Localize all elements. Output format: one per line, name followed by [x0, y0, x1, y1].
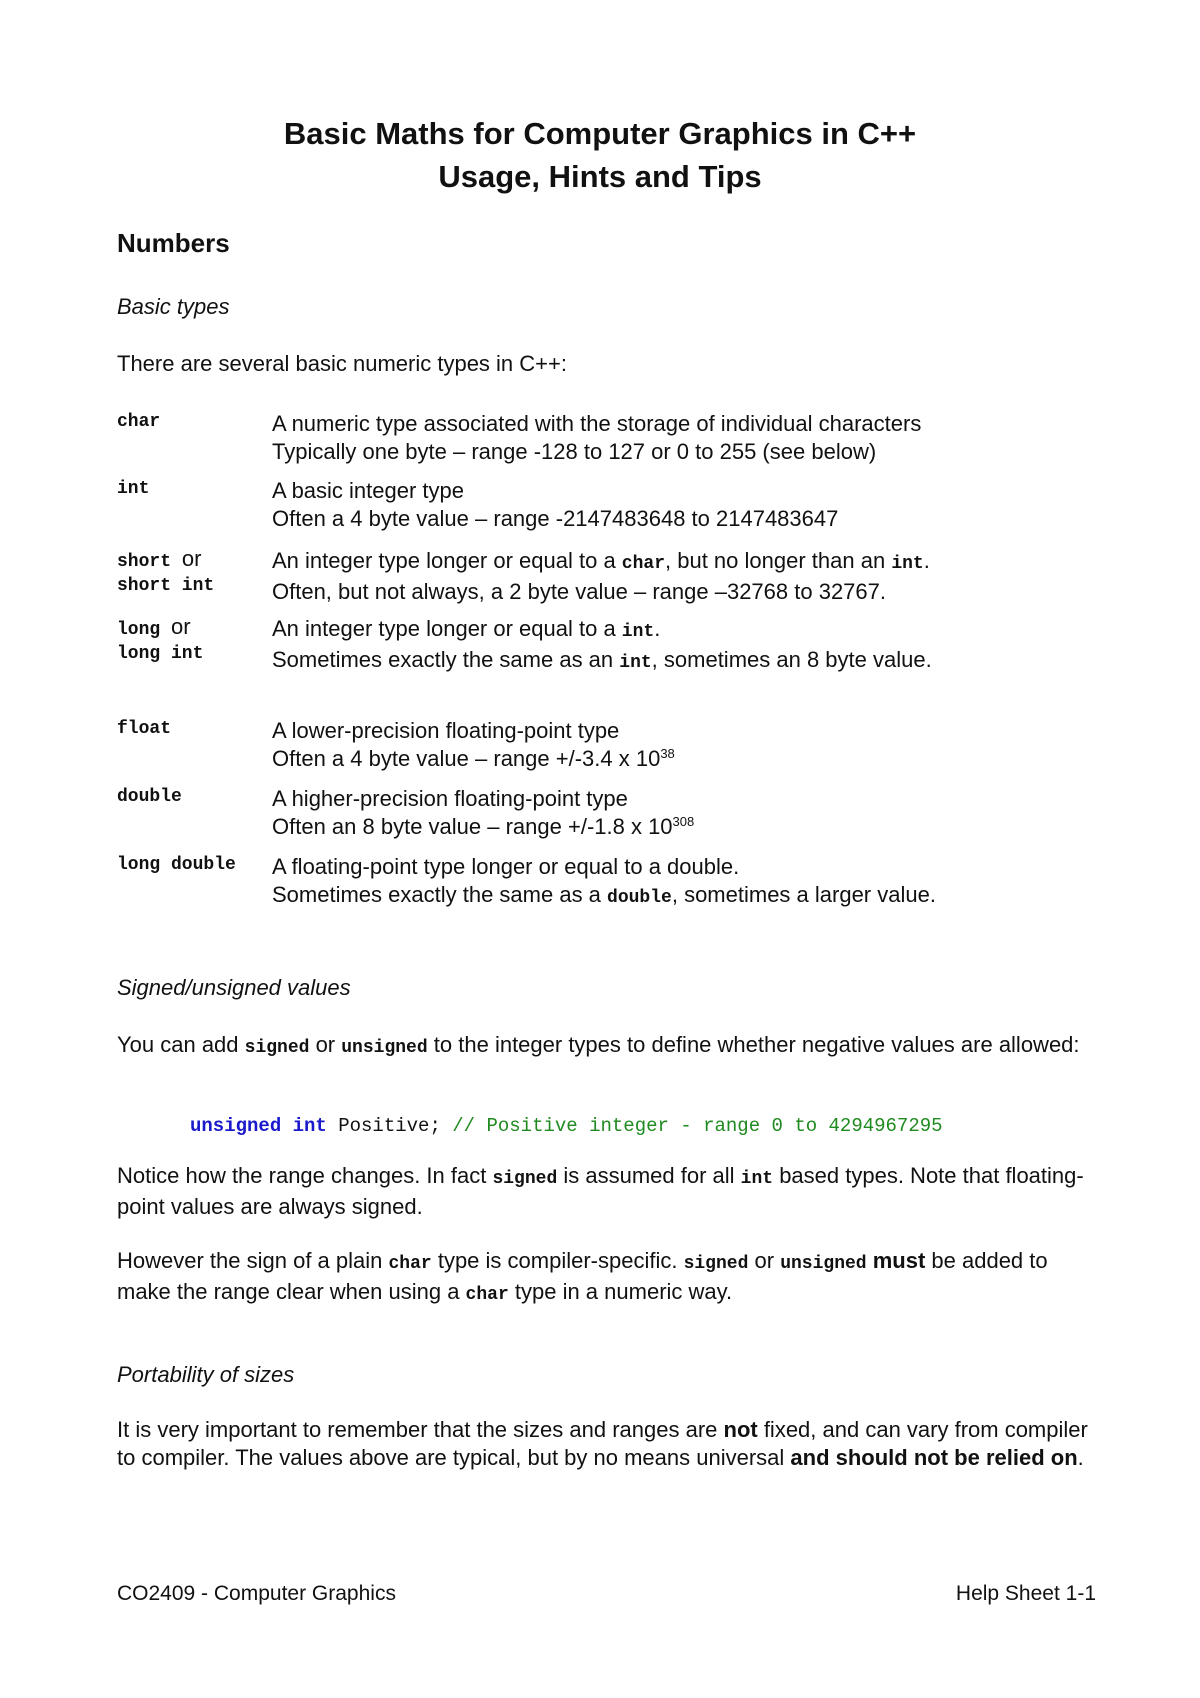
type-def-float-line2: Often a 4 byte value – range +/-3.4 x $10^{38}$ [272, 746, 675, 771]
document-title: Basic Maths for Computer Graphics in C++ [283, 116, 917, 151]
or-word: or [171, 614, 191, 639]
or-word: or [181, 546, 202, 571]
code-identifier: Positive; [326, 1115, 441, 1137]
subheading-signed-unsigned: Signed/unsigned values [117, 975, 351, 1000]
term-long: long [117, 620, 161, 640]
type-def-char-line2: Typically one byte – range -128 to 127 or 0 to 255 (see below) [272, 439, 877, 464]
type-term-short [117, 547, 267, 598]
signed-unsigned-para-3: However the sign of a plain char type is compiler-specific. signed or unsigned must be added to make the range clear when using a char type in a numeric way. [117, 1248, 1048, 1305]
type-term-double: double [117, 787, 182, 807]
term-long-int: long int [117, 644, 204, 664]
type-def-short-line1: An integer type longer or equal to a char, but no longer than an int. [272, 548, 930, 574]
type-def-double [272, 785, 1102, 841]
portability-para: It is very important to remember that the sizes and ranges are not fixed, and can vary from compiler to compiler. The values above are typical, but by no means universal and should not be relied on. [117, 1417, 1088, 1470]
type-def-long-double-line2: Sometimes exactly the same as a double, sometimes a larger value. [272, 882, 936, 908]
type-def-long-line1: An integer type longer or equal to a int. [272, 616, 661, 642]
type-def-char-line1: A numeric type associated with the storage of individual characters [272, 411, 922, 436]
signed-unsigned-para-2: Notice how the range changes. In fact signed is assumed for all int based types. Note that floating-point values are always signed. [117, 1163, 1084, 1219]
type-term-int: int [117, 479, 150, 499]
subheading-portability: Portability of sizes [117, 1362, 295, 1387]
type-term-long [117, 615, 267, 666]
type-def-float-line1: A lower-precision floating-point type [272, 718, 620, 743]
basic-types-intro: There are several basic numeric types in C++: [117, 351, 567, 376]
term-short-int: short int [117, 576, 215, 596]
signed-unsigned-para-1: You can add signed or unsigned to the integer types to define whether negative values are allowed: [117, 1032, 1080, 1058]
footer-page-label: Help Sheet 1-1 [955, 1582, 1096, 1605]
footer-course: CO2409 - Computer Graphics [117, 1582, 396, 1605]
subheading-basic-types: Basic types [117, 294, 230, 319]
code-keyword: unsigned int [190, 1115, 327, 1137]
document-subtitle: Usage, Hints and Tips [438, 159, 762, 194]
type-def-float [272, 717, 1102, 773]
term-short: short [117, 552, 172, 572]
type-def-int [272, 477, 1102, 533]
type-def-long [272, 615, 1102, 677]
type-def-long-line2: Sometimes exactly the same as an int, sometimes an 8 byte value. [272, 647, 932, 673]
type-def-char [272, 410, 1102, 466]
type-def-short-line2: Often, but not always, a 2 byte value – range –32768 to 32767. [272, 579, 886, 604]
type-def-int-line2: Often a 4 byte value – range -2147483648 to 2147483647 [272, 506, 839, 531]
type-def-long-double [272, 853, 1102, 912]
section-heading-numbers: Numbers [117, 228, 230, 258]
type-term-float: float [117, 719, 172, 739]
type-def-short [272, 547, 1102, 606]
type-def-long-double-line1: A floating-point type longer or equal to a double. [272, 854, 740, 879]
type-def-double-line2: Often an 8 byte value – range +/-1.8 x $10^{308}$ [272, 814, 695, 839]
code-comment: // Positive integer - range 0 to 4294967295 [440, 1115, 943, 1137]
type-term-char: char [117, 412, 161, 432]
code-example [190, 1115, 943, 1137]
type-term-long-double: long double [117, 855, 236, 875]
type-def-double-line1: A higher-precision floating-point type [272, 786, 628, 811]
type-def-int-line1: A basic integer type [272, 478, 465, 503]
